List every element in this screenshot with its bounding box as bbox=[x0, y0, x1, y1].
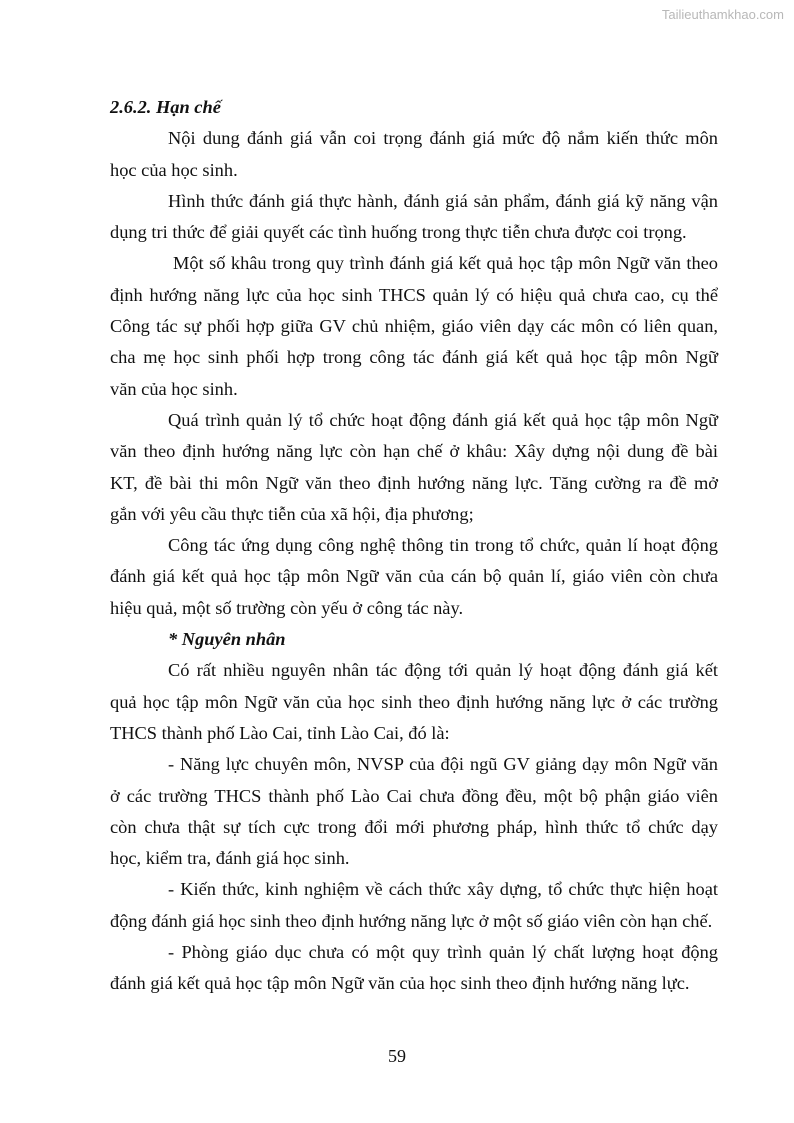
text-line: học của học sinh. bbox=[110, 159, 238, 180]
causes-section bbox=[110, 655, 718, 999]
text-line: động đánh giá học sinh theo định hướng năng lực ở một số giáo viên còn hạn chế. bbox=[110, 910, 713, 931]
text-line: cha mẹ học sinh phối hợp trong công tác đánh giá kết quả học tập môn Ngữ bbox=[110, 347, 718, 368]
text-line: văn của học sinh. bbox=[110, 378, 238, 399]
text-line: - Năng lực chuyên môn, NVSP của đội ngũ GV giảng dạy môn Ngữ văn bbox=[168, 754, 718, 775]
text-line: còn chưa thật sự tích cực trong đổi mới phương pháp, hình thức tổ chức dạy bbox=[110, 816, 718, 837]
paragraph bbox=[110, 874, 718, 937]
text-line: hiệu quả, một số trường còn yếu ở công tác này. bbox=[110, 597, 464, 618]
paragraph bbox=[110, 937, 718, 1000]
text-line: Có rất nhiều nguyên nhân tác động tới quản lý hoạt động đánh giá kết bbox=[168, 660, 718, 681]
text-line: gắn với yêu cầu thực tiễn của xã hội, địa phương; bbox=[110, 503, 474, 524]
text-line: Công tác sự phối hợp giữa GV chủ nhiệm, giáo viên dạy các môn có liên quan, bbox=[110, 316, 718, 337]
page-content bbox=[110, 92, 718, 1000]
paragraph bbox=[110, 530, 718, 624]
text-line: Hình thức đánh giá thực hành, đánh giá sản phẩm, đánh giá kỹ năng vận bbox=[168, 190, 718, 211]
watermark: Tailieuthamkhao.com bbox=[661, 7, 784, 22]
text-line: ở các trường THCS thành phố Lào Cai chưa đồng đều, một bộ phận giáo viên bbox=[110, 785, 718, 806]
paragraph bbox=[110, 749, 718, 874]
text-line: dụng tri thức để giải quyết các tình huống trong thực tiễn chưa được coi trọng. bbox=[110, 222, 687, 243]
text-line: Nội dung đánh giá vẫn coi trọng đánh giá mức độ nắm kiến thức môn bbox=[168, 128, 718, 149]
text-line: định hướng năng lực của học sinh THCS quản lý có hiệu quả chưa cao, cụ thể bbox=[110, 284, 718, 305]
page-number: 59 bbox=[388, 1046, 406, 1066]
text-line: đánh giá kết quả học tập môn Ngữ văn của cán bộ quản lí, giáo viên còn chưa bbox=[110, 566, 718, 587]
section-heading: 2.6.2. Hạn chế bbox=[110, 97, 221, 117]
causes-heading: * Nguyên nhân bbox=[168, 629, 286, 650]
text-line: - Phòng giáo dục chưa có một quy trình quản lý chất lượng hoạt động bbox=[168, 942, 718, 963]
text-line: đánh giá kết quả học tập môn Ngữ văn của học sinh theo định hướng năng lực. bbox=[110, 973, 690, 994]
text-line: Công tác ứng dụng công nghệ thông tin trong tổ chức, quản lí hoạt động bbox=[168, 535, 718, 556]
paragraph bbox=[110, 186, 718, 249]
text-line: - Kiến thức, kinh nghiệm về cách thức xây dựng, tổ chức thực hiện hoạt bbox=[168, 879, 718, 900]
text-line: Quá trình quản lý tổ chức hoạt động đánh giá kết quả học tập môn Ngữ bbox=[168, 409, 718, 430]
text-line: văn theo định hướng năng lực còn hạn chế ở khâu: Xây dựng nội dung đề bài bbox=[110, 441, 718, 462]
text-line: học, kiểm tra, đánh giá học sinh. bbox=[110, 848, 350, 869]
text-line: KT, đề bài thi môn Ngữ văn theo định hướng năng lực. Tăng cường ra đề mở bbox=[110, 472, 718, 493]
paragraph bbox=[110, 655, 718, 749]
text-line: THCS thành phố Lào Cai, tỉnh Lào Cai, đó là: bbox=[110, 722, 450, 743]
limitations-section bbox=[110, 123, 718, 624]
text-line: Một số khâu trong quy trình đánh giá kết quả học tập môn Ngữ văn theo bbox=[173, 253, 718, 274]
text-line: quả học tập môn Ngữ văn của học sinh theo định hướng năng lực ở các trường bbox=[110, 691, 718, 712]
paragraph bbox=[110, 123, 718, 186]
paragraph bbox=[110, 248, 718, 404]
paragraph bbox=[110, 405, 718, 530]
